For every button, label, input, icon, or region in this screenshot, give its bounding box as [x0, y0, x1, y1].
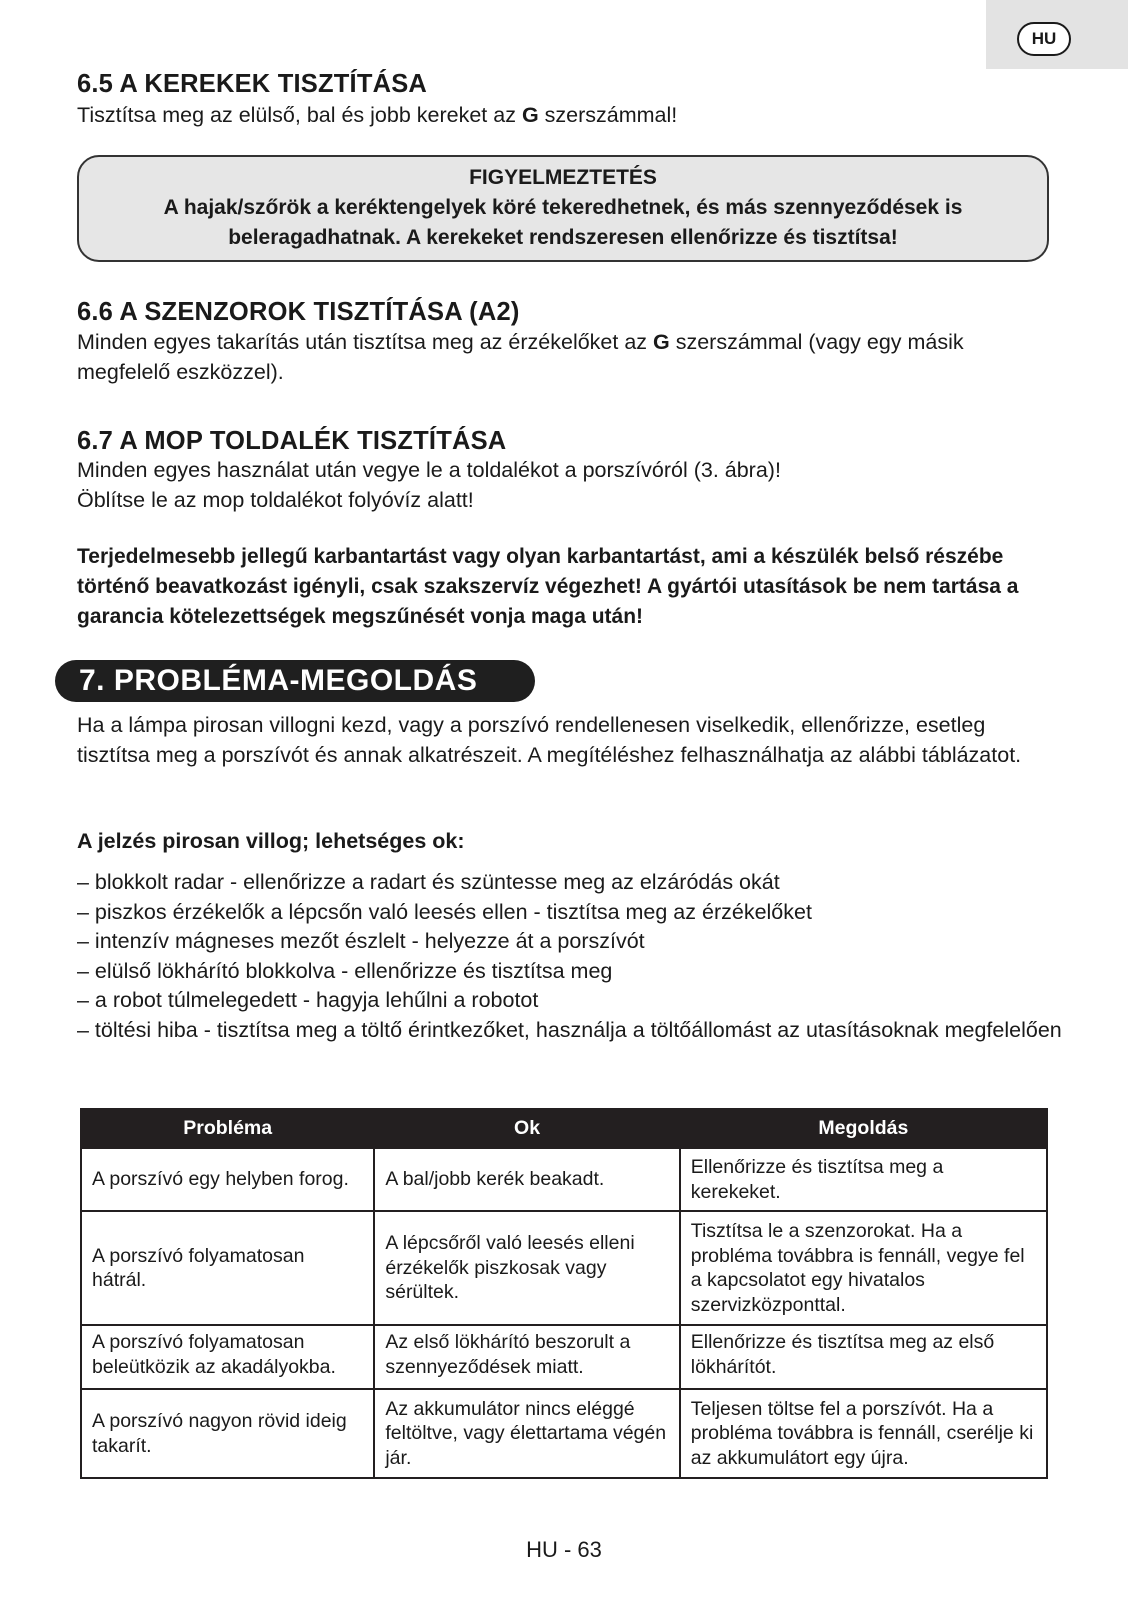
list-item: – blokkolt radar - ellenőrizze a radart és szüntesse meg az elzáródás okát — [77, 870, 780, 894]
table-row — [81, 1325, 1047, 1389]
section-6-6-title: 6.6 A SZENZOROK TISZTÍTÁSA (A2) — [77, 298, 520, 326]
cell-problem: A porszívó nagyon rövid ideig takarít. — [81, 1389, 374, 1478]
warning-title: FIGYELMEZTETÉS — [469, 166, 657, 189]
section-6-7-title: 6.7 A MOP TOLDALÉK TISZTÍTÁSA — [77, 427, 507, 455]
section-6-7-text — [77, 455, 1067, 515]
cell-problem: A porszívó folyamatosan beleütközik az akadályokba. — [81, 1325, 374, 1389]
table-row — [81, 1211, 1047, 1325]
page-number: HU - 63 — [526, 1537, 602, 1562]
section-6-7-line-2: Öblítse le az mop toldalékot folyóvíz alatt! — [77, 488, 474, 512]
cell-solution: Teljesen töltse fel a porszívót. Ha a probléma továbbra is fennáll, cserélje ki az akkumulátort egy újra. — [680, 1389, 1047, 1478]
cell-cause: A lépcsőről való leesés elleni érzékelők piszkosak vagy sérültek. — [374, 1211, 679, 1325]
blink-causes-heading: A jelzés pirosan villog; lehetséges ok: — [77, 829, 465, 853]
list-item: – piszkos érzékelők a lépcsőn való leesés ellen - tisztítsa meg az érzékelőket — [77, 899, 812, 924]
section-6-7-line-1: Minden egyes használat után vegye le a toldalékot a porszívóról (3. ábra)! — [77, 458, 781, 482]
cell-problem: A porszívó folyamatosan hátrál. — [81, 1211, 374, 1325]
cell-solution: Ellenőrizze és tisztítsa meg az első lökhárítót. — [680, 1325, 1047, 1389]
maintenance-note: Terjedelmesebb jellegű karbantartást vagy olyan karbantartást, ami a készülék belső részébe történő beavatkozást igényli, csak szakszervíz végezhet! A gyártói utasítások be nem tartása a garancia kötelezettségek megszűnését vonja maga után! — [77, 545, 1019, 628]
table-header-row — [81, 1109, 1047, 1148]
language-badge: HU — [1017, 22, 1071, 56]
cell-cause: A bal/jobb kerék beakadt. — [374, 1148, 679, 1211]
header-cause: Ok — [374, 1109, 679, 1148]
cell-cause: Az akkumulátor nincs eléggé feltöltve, vagy élettartama végén jár. — [374, 1389, 679, 1478]
list-item: – a robot túlmelegedett - hagyja lehűlni a robotot — [77, 988, 539, 1012]
blink-causes-list — [77, 868, 1077, 1045]
section-6-6-text: Minden egyes takarítás után tisztítsa meg az érzékelőket az G szerszámmal (vagy egy másik megfelelő eszközzel). — [77, 330, 964, 384]
table-row — [81, 1148, 1047, 1211]
section-7-title: 7. PROBLÉMA-MEGOLDÁS — [55, 660, 535, 702]
language-tab — [986, 0, 1128, 69]
header-problem: Probléma — [81, 1109, 374, 1148]
cell-solution: Ellenőrizze és tisztítsa meg a kerekeket. — [680, 1148, 1047, 1211]
section-7-intro: Ha a lámpa pirosan villogni kezd, vagy a porszívó rendellenesen viselkedik, ellenőrizze, esetleg tisztítsa meg a porszívót és annak alkatrészeit. A megítéléshez felhasználhatja az alábbi táblázatot. — [77, 713, 1022, 767]
warning-box — [77, 155, 1049, 262]
troubleshooting-table — [80, 1108, 1048, 1479]
list-item: – elülső lökhárító blokkolva - ellenőrizze és tisztítsa meg — [77, 958, 613, 983]
cell-problem: A porszívó egy helyben forog. — [81, 1148, 374, 1211]
warning-line-1: A hajak/szőrök a keréktengelyek köré tekeredhetnek, és más szennyeződések is — [163, 196, 963, 219]
section-6-5-text: Tisztítsa meg az elülső, bal és jobb kereket az G szerszámmal! — [77, 103, 678, 127]
section-6-5-title: 6.5 A KEREKEK TISZTÍTÁSA — [77, 70, 428, 98]
header-solution: Megoldás — [680, 1109, 1047, 1148]
warning-line-2: beleragadhatnak. A kerekeket rendszeresen ellenőrizze és tisztítsa! — [228, 226, 898, 249]
list-item: – töltési hiba - tisztítsa meg a töltő érintkezőket, használja a töltőállomást az utasításoknak megfelelően — [77, 1017, 1062, 1042]
list-item: – intenzív mágneses mezőt észlelt - helyezze át a porszívót — [77, 929, 645, 953]
table-row — [81, 1389, 1047, 1478]
cell-solution: Tisztítsa le a szenzorokat. Ha a probléma továbbra is fennáll, vegye fel a kapcsolatot egy hivatalos szervizközponttal. — [680, 1211, 1047, 1325]
cell-cause: Az első lökhárító beszorult a szennyeződések miatt. — [374, 1325, 679, 1389]
